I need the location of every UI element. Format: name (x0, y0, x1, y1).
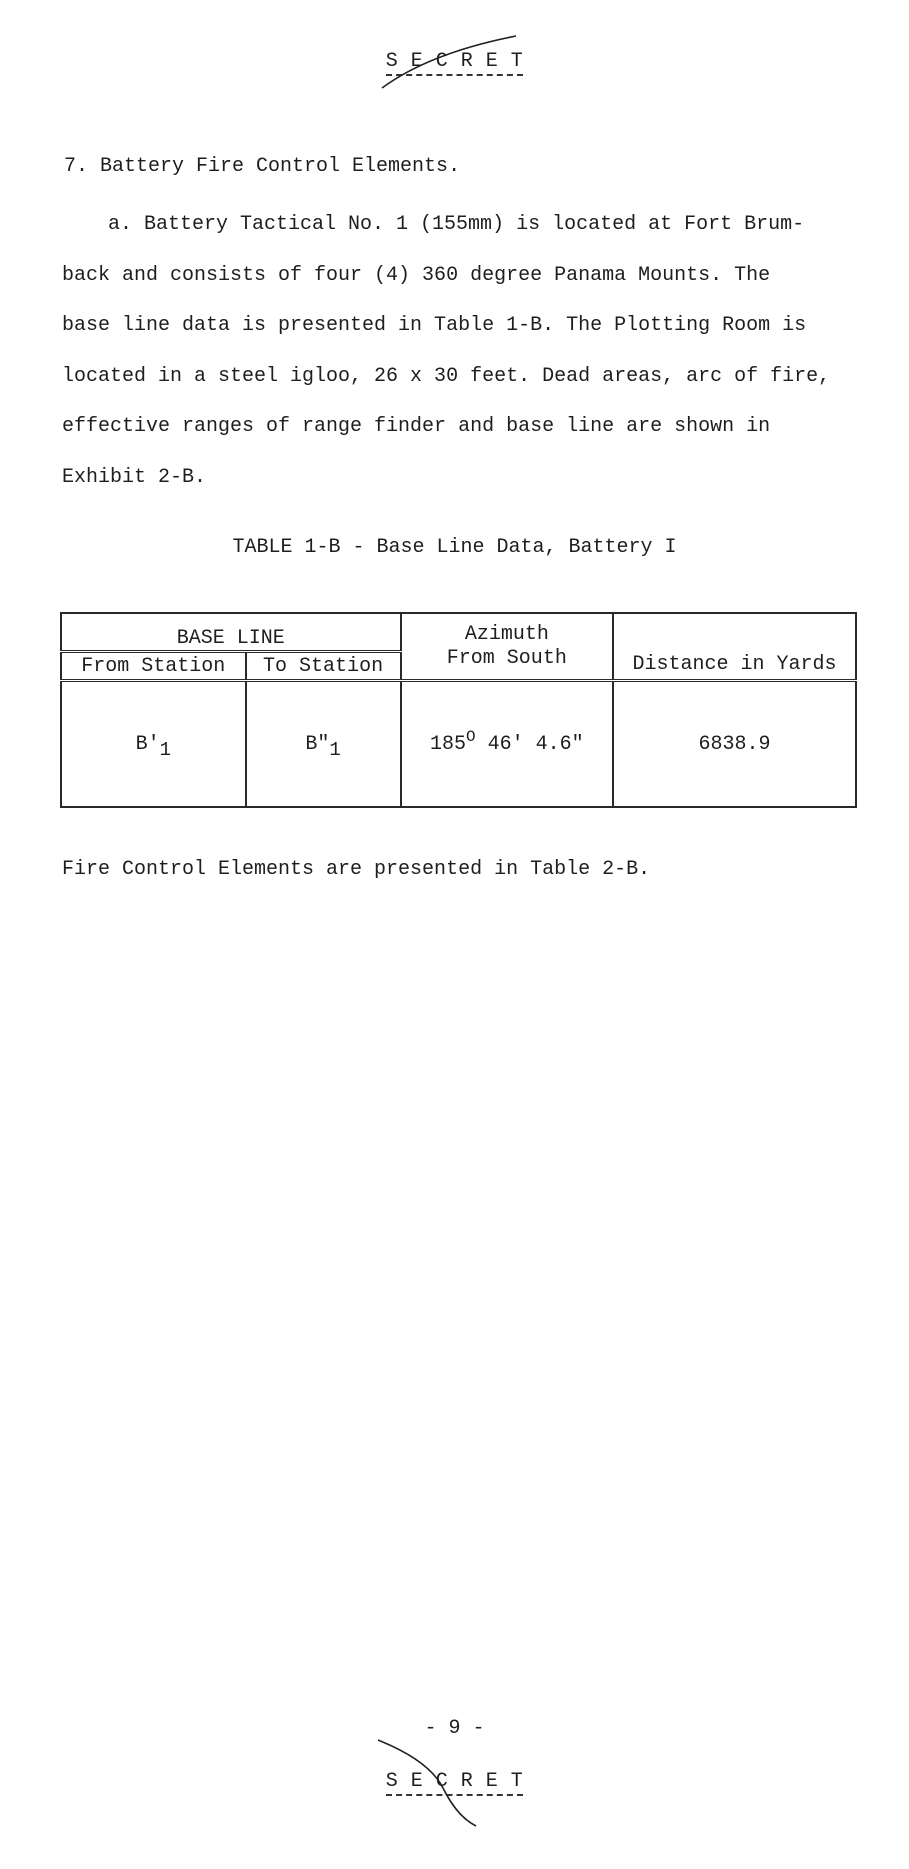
header-base-line: BASE LINE (61, 613, 401, 652)
header-azimuth-line1: Azimuth (464, 622, 549, 646)
classification-marking-top (0, 50, 909, 76)
page-number: - 9 - (424, 1717, 485, 1740)
header-azimuth-line2: From South (446, 646, 567, 670)
section-paragraph (62, 200, 882, 503)
azimuth-minutes-seconds: 46' 4.6" (475, 732, 584, 756)
classification-marking-bottom (0, 1770, 909, 1796)
section-heading: 7. Battery Fire Control Elements. (64, 155, 461, 178)
header-to-station: To Station (246, 652, 401, 681)
to-station-subscript: 1 (329, 738, 341, 761)
cell-azimuth (401, 681, 614, 808)
classification-text-top: S E C R E T (385, 50, 524, 73)
classification-word-top (386, 50, 524, 76)
cell-from-station (61, 681, 246, 808)
from-station-subscript: 1 (159, 738, 171, 761)
header-azimuth (401, 613, 614, 681)
paragraph-line: a. Battery Tactical No. 1 (155mm) is located at Fort Brum- (108, 213, 805, 236)
azimuth-degrees: 185 (429, 732, 466, 756)
paragraph-line: effective ranges of range finder and base line are shown in (62, 415, 771, 438)
azimuth-degree-mark: O (466, 727, 476, 746)
from-station-value: B' (135, 732, 160, 756)
base-line-data-table (60, 612, 857, 808)
table-title: TABLE 1-B - Base Line Data, Battery I (232, 536, 677, 559)
header-distance (613, 613, 856, 681)
to-station-value: B" (305, 732, 330, 756)
header-from-station: From Station (61, 652, 246, 681)
closing-text: Fire Control Elements are presented in Table 2-B. (62, 858, 651, 881)
paragraph-line: back and consists of four (4) 360 degree Panama Mounts. The (62, 263, 771, 287)
cell-to-station (246, 681, 401, 808)
classification-text-bottom: S E C R E T (385, 1770, 524, 1793)
classification-word-bottom (386, 1770, 524, 1796)
table-row (61, 681, 856, 808)
paragraph-line: base line data is presented in Table 1-B. The Plotting Room is (62, 314, 807, 337)
cell-distance: 6838.9 (613, 681, 856, 808)
table-header-row (61, 613, 856, 652)
paragraph-line: located in a steel igloo, 26 x 30 feet. Dead areas, arc of fire, (62, 364, 831, 388)
paragraph-line: Exhibit 2-B. (62, 465, 207, 489)
header-distance-text: Distance in Yards (632, 653, 837, 676)
